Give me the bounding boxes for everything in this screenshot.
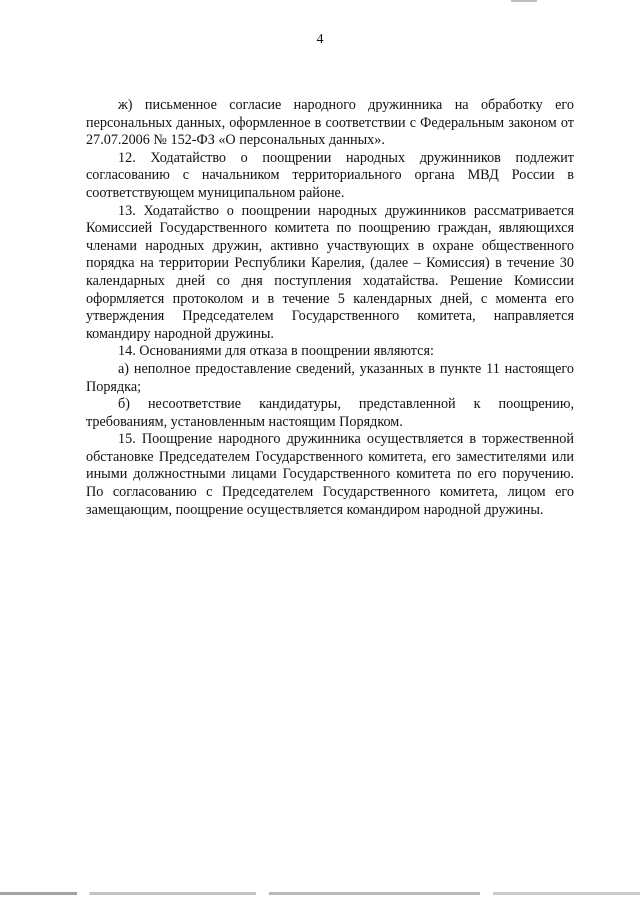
- scan-artifact-bottom: [0, 892, 640, 895]
- paragraph-item-15: 15. Поощрение народного дружинника осуществляется в торжественной обстановке Председателем Государственного комитета, его заместителями или иными должностными лицами Государственного комитета по его поручению. По согласованию с Председателем Государственного комитета, лицом его замещающим, поощрение осуществляется командиром народной дружины.: [86, 431, 574, 518]
- page-number: 4: [316, 32, 324, 47]
- scan-artifact-top: [511, 0, 537, 2]
- paragraph-item-14-a: а) неполное предоставление сведений, указанных в пункте 11 настоящего Порядка;: [86, 360, 574, 395]
- paragraph-item-12: 12. Ходатайство о поощрении народных дружинников подлежит согласованию с начальником территориального органа МВД России в соответствующем муниципальном районе.: [86, 149, 574, 201]
- paragraph-consent-item-zh: ж) письменное согласие народного дружинника на обработку его персональных данных, оформленное в соответствии с Федеральным законом от 27.07.2006 № 152-ФЗ «О персональных данных».: [86, 97, 574, 149]
- paragraph-item-14: 14. Основаниями для отказа в поощрении являются:: [118, 343, 434, 360]
- document-body: [86, 97, 574, 519]
- paragraph-item-13: 13. Ходатайство о поощрении народных дружинников рассматривается Комиссией Государственного комитета по поощрению граждан, являющихся членами народных дружин, активно участвующих в охране общественного порядка на территории Республики Карелия, (далее – Комиссия) в течение 30 календарных дней со дня поступления ходатайства. Решение Комиссии оформляется протоколом и в течение 5 календарных дней, с момента его утверждения Председателем Государственного комитета, направляется командиру народной дружины.: [86, 202, 574, 342]
- paragraph-item-14-b: б) несоответствие кандидатуры, представленной к поощрению, требованиям, установленным настоящим Порядком.: [86, 396, 574, 430]
